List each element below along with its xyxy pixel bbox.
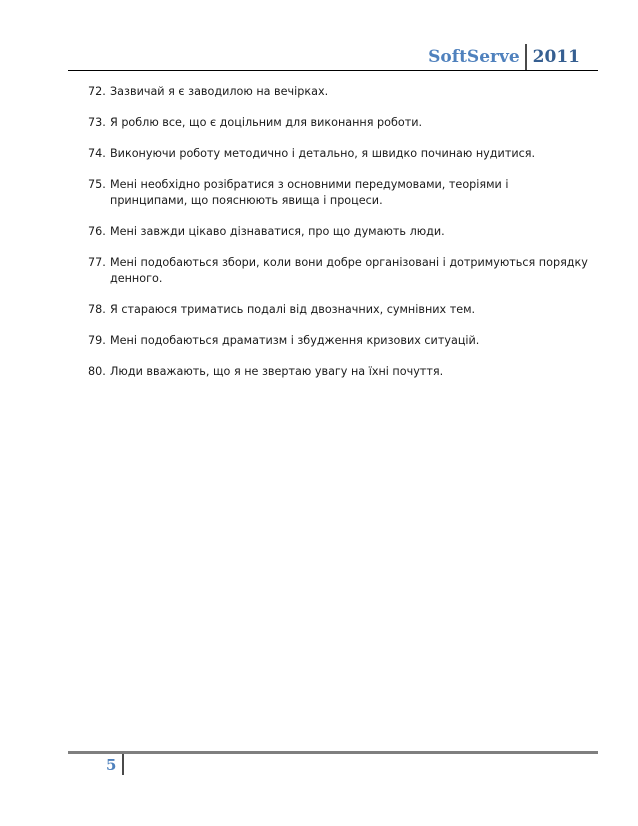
question-number: 74. [88, 147, 106, 160]
question-item [88, 224, 588, 240]
page-number: 5 [106, 756, 117, 774]
question-number: 77. [88, 256, 106, 269]
question-item [88, 302, 588, 318]
footer-separator [122, 754, 124, 775]
question-number: 73. [88, 116, 106, 129]
question-number: 72. [88, 85, 106, 98]
question-item [88, 177, 588, 209]
question-text: Виконуючи роботу методично і детально, я швидко починаю нудитися. [110, 147, 536, 160]
question-text: Мені подобаються драматизм і збудження кризових ситуацій. [110, 334, 480, 347]
question-text: Я роблю все, що є доцільним для виконання роботи. [110, 116, 423, 129]
question-text: Я стараюся триматись подалі від двозначних, сумнівних тем. [110, 303, 476, 316]
header-year: 2011 [532, 47, 580, 67]
question-list [88, 84, 588, 395]
question-text: Люди вважають, що я не звертаю увагу на їхні почуття. [110, 365, 444, 378]
header-separator [525, 44, 527, 70]
question-number: 76. [88, 225, 106, 238]
header-company: SoftServe [428, 47, 520, 67]
question-number: 80. [88, 365, 106, 378]
question-item [88, 333, 588, 349]
header-rule [68, 70, 598, 71]
question-text: Мені подобаються збори, коли вони добре організовані і дотримуються порядку денного. [110, 256, 588, 285]
question-number: 78. [88, 303, 106, 316]
page-header [428, 44, 580, 70]
question-item [88, 146, 588, 162]
question-item [88, 255, 588, 287]
question-number: 75. [88, 178, 106, 191]
question-text: Зазвичай я є заводилою на вечірках. [110, 85, 329, 98]
footer-rule [68, 751, 598, 754]
question-text: Мені необхідно розібратися з основними передумовами, теоріями і принципами, що пояснюють явища і процеси. [110, 178, 509, 207]
question-item [88, 115, 588, 131]
question-text: Мені завжди цікаво дізнаватися, про що думають люди. [110, 225, 445, 238]
question-item [88, 84, 588, 100]
question-number: 79. [88, 334, 106, 347]
question-item [88, 364, 588, 380]
